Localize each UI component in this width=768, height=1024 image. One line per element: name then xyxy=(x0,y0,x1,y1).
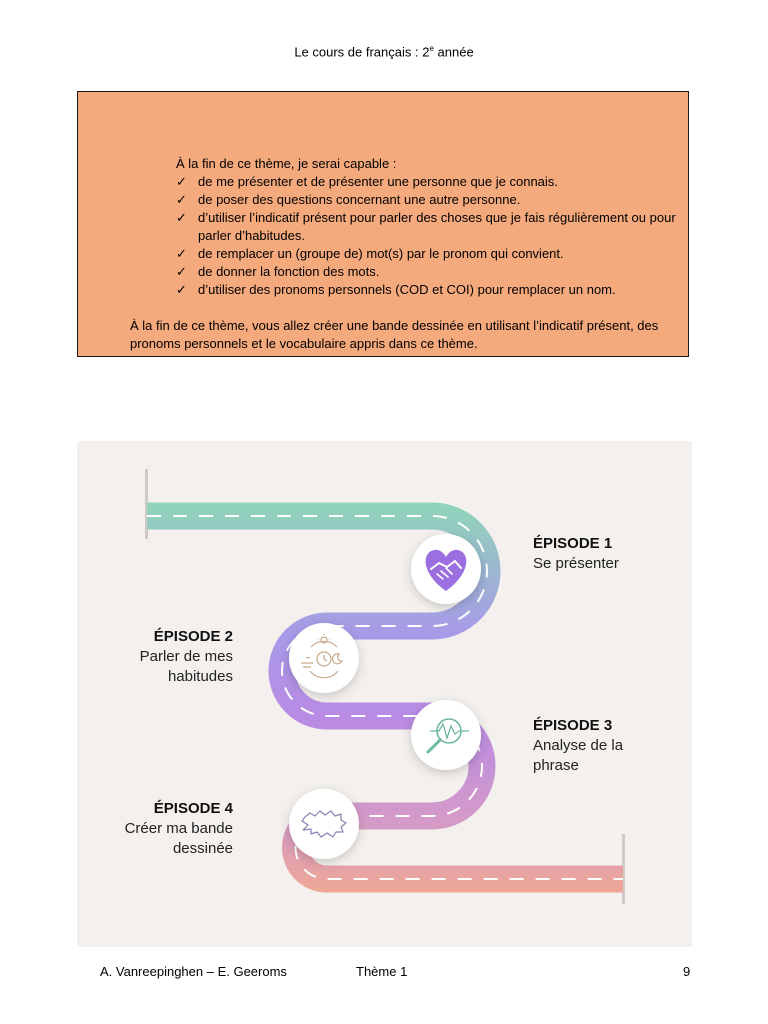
footer-authors: A. Vanreepinghen – E. Geeroms xyxy=(100,964,287,979)
episode-description: Parler de mes xyxy=(139,648,233,665)
objective-item: ✓ de donner la fonction des mots. xyxy=(176,264,380,279)
episode-description: Analyse de la xyxy=(533,737,624,754)
page-header: Le cours de français : 2e année xyxy=(294,44,474,60)
episode-description: Créer ma bande xyxy=(124,820,233,837)
episode-title: ÉPISODE 4 xyxy=(153,800,233,817)
checkmark-icon: ✓ xyxy=(176,192,187,207)
checkmark-icon: ✓ xyxy=(176,282,187,297)
episode-description: dessinée xyxy=(172,840,233,857)
episode-3-icon-circle xyxy=(411,700,481,770)
footer-theme: Thème 1 xyxy=(356,964,408,979)
episode-4-icon-circle xyxy=(289,789,359,859)
episode-1-icon-circle xyxy=(411,534,481,604)
checkmark-icon: ✓ xyxy=(176,174,187,189)
episode-4-label xyxy=(125,799,233,859)
winding-road xyxy=(77,441,692,947)
episode-1-label xyxy=(533,534,619,574)
page-number: 9 xyxy=(683,964,691,979)
objective-item: ✓ de remplacer un (groupe de) mot(s) par le pronom qui convient. xyxy=(176,246,564,261)
objective-item: ✓ de poser des questions concernant une autre personne. xyxy=(176,192,521,207)
episode-description: Se présenter xyxy=(533,555,619,572)
episode-title: ÉPISODE 1 xyxy=(533,535,613,552)
objective-item: ✓ d’utiliser des pronoms personnels (COD et COI) pour remplacer un nom. xyxy=(176,282,616,297)
objective-item: ✓ de me présenter et de présenter une personne que je connais. xyxy=(176,174,558,189)
objectives-intro: À la fin de ce thème, je serai capable : xyxy=(176,156,397,171)
objectives-box xyxy=(77,91,689,357)
episode-description: habitudes xyxy=(167,668,233,685)
checkmark-icon: ✓ xyxy=(176,264,187,279)
episode-title: ÉPISODE 2 xyxy=(153,628,233,645)
objective-item: ✓ d’utiliser l’indicatif présent pour parler des choses que je fais régulièrement ou pour parler d’habitudes. xyxy=(176,210,676,243)
objectives-list xyxy=(176,173,684,299)
episode-2-label xyxy=(140,627,233,687)
episode-3-label xyxy=(533,716,623,776)
episode-description: phrase xyxy=(533,757,579,774)
project-statement: À la fin de ce thème, vous allez créer une bande dessinée en utilisant l’indicatif présent, des pronoms personnels et le vocabulaire appris dans ce thème. xyxy=(130,318,659,351)
checkmark-icon: ✓ xyxy=(176,246,187,261)
checkmark-icon: ✓ xyxy=(176,210,187,225)
episode-roadmap xyxy=(77,441,692,947)
episode-2-icon-circle xyxy=(289,623,359,693)
episode-title: ÉPISODE 3 xyxy=(533,717,613,734)
